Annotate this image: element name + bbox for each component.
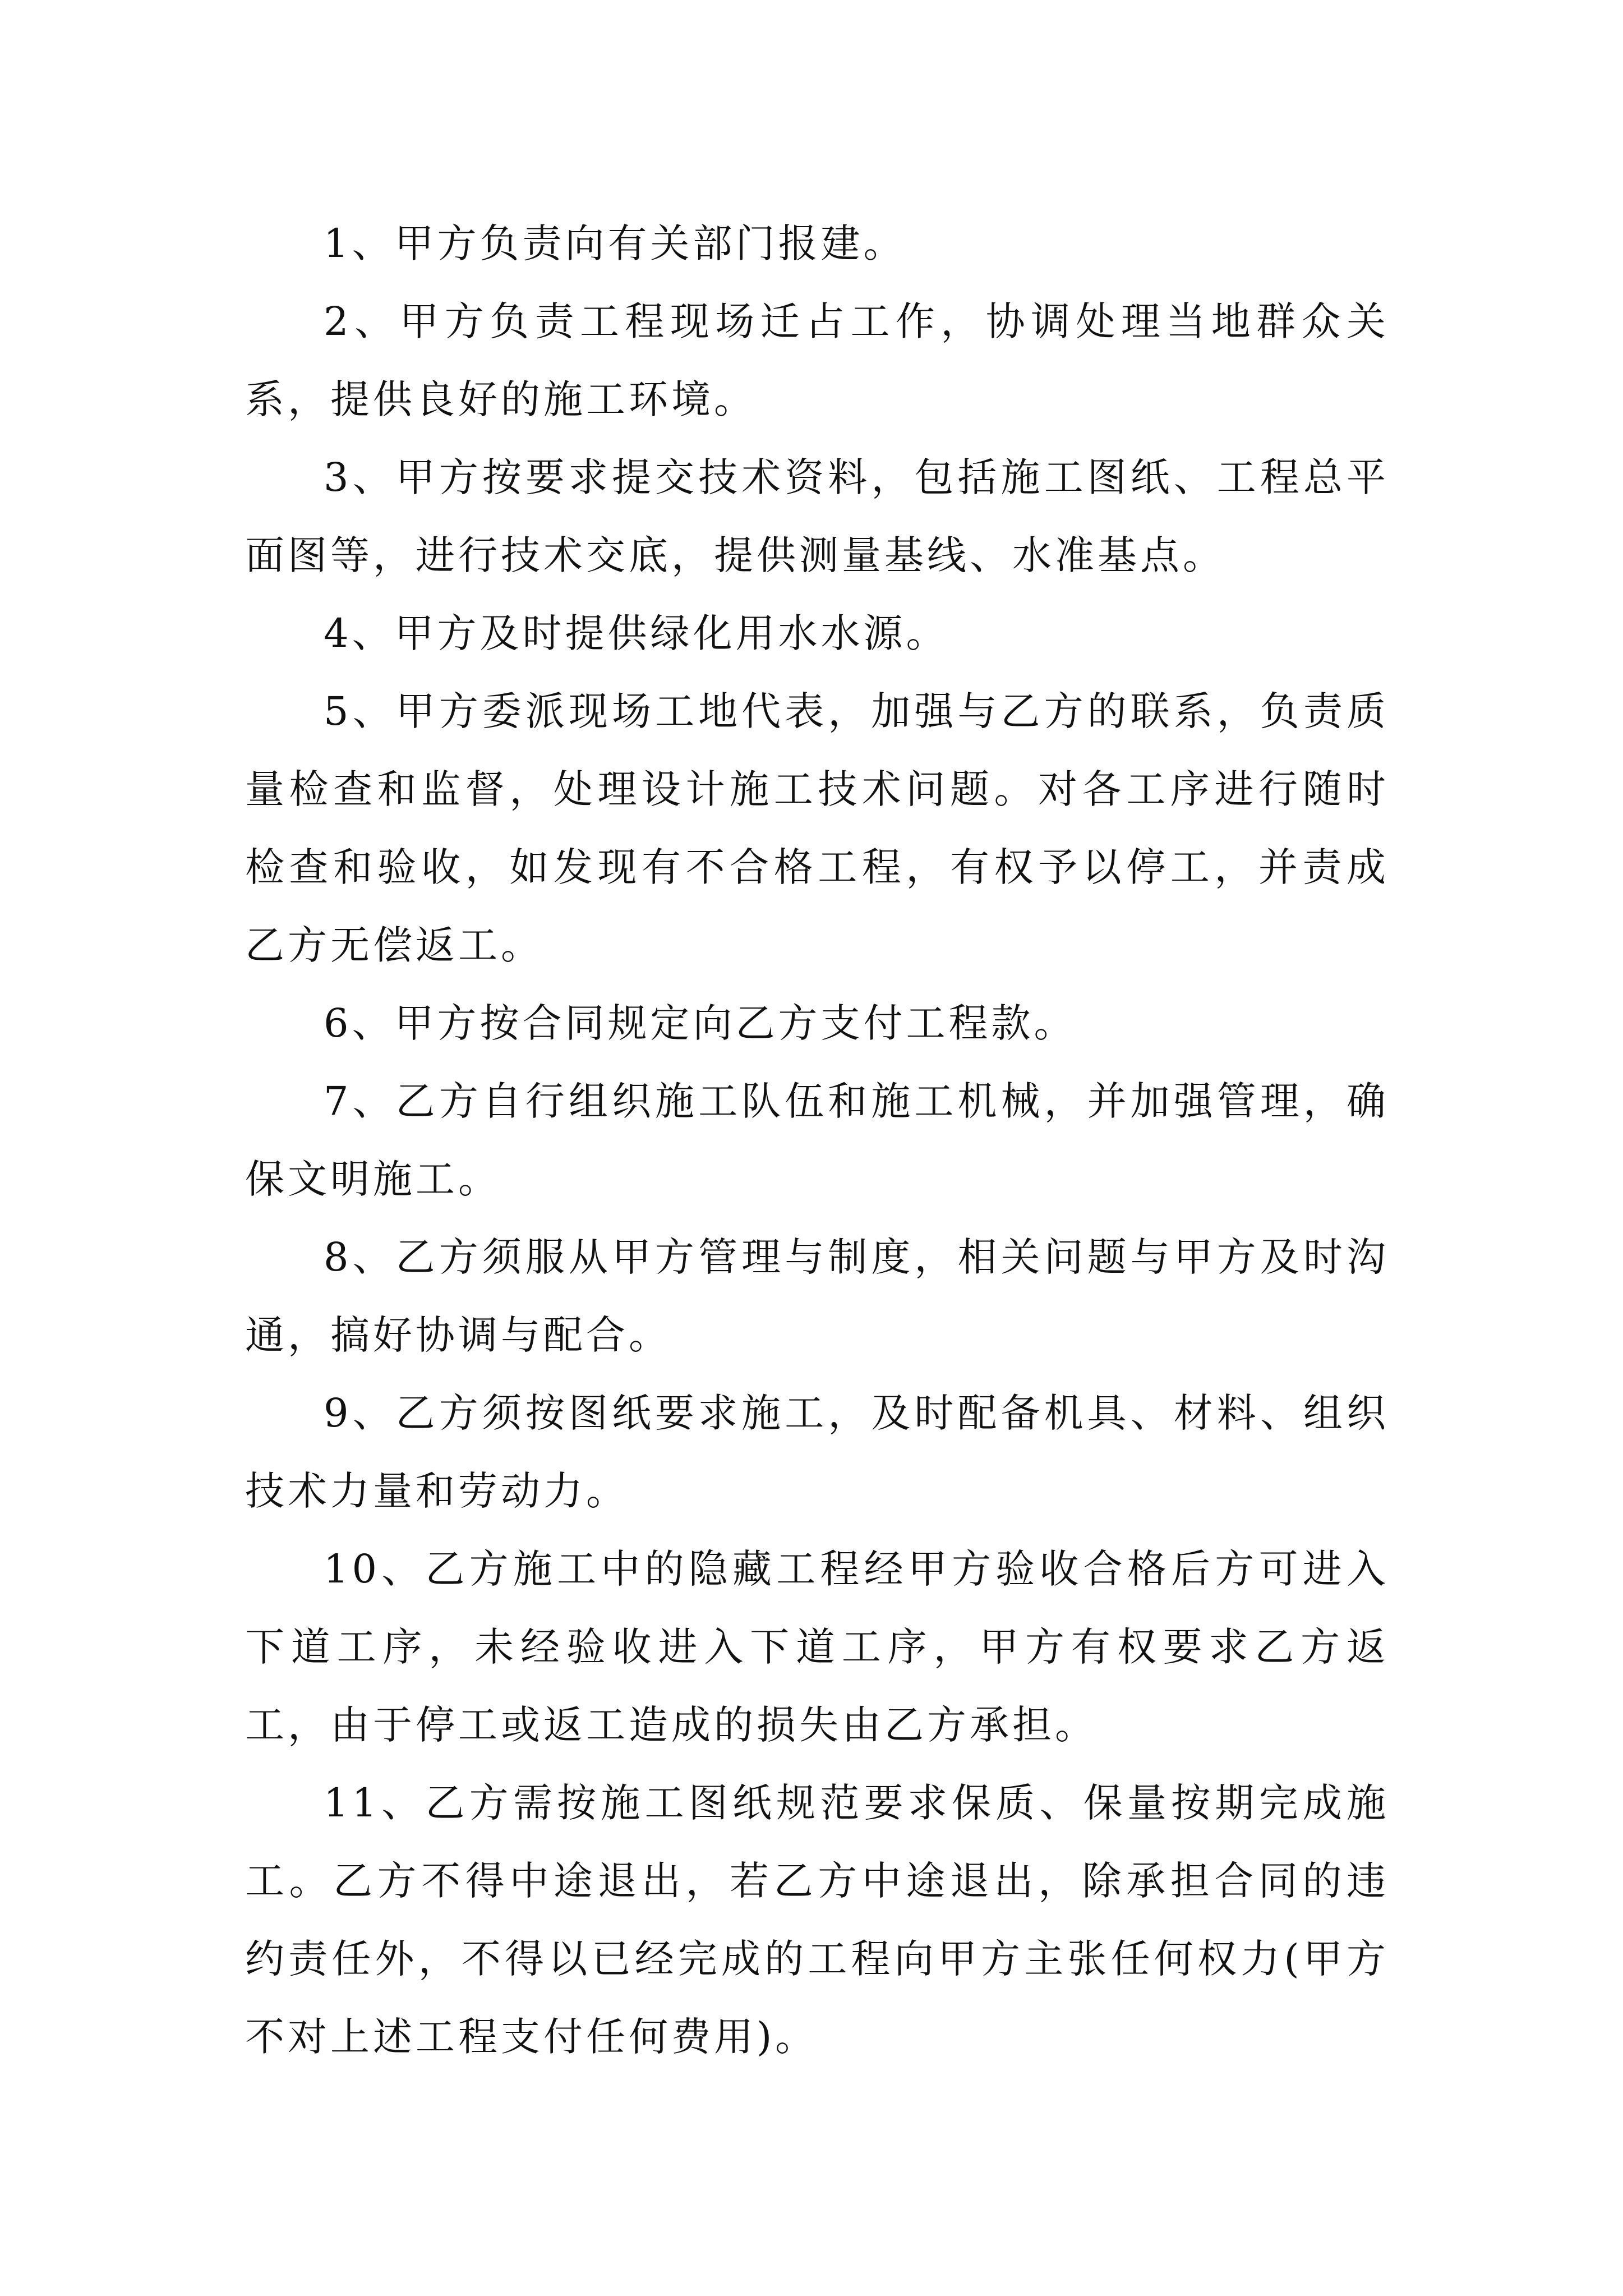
- clause-3: 3、甲方按要求提交技术资料，包括施工图纸、工程总平面图等，进行技术交底，提供测量基线、水准基点。: [245, 454, 1389, 578]
- clause-6: 6、甲方按合同规定向乙方支付工程款。: [324, 1000, 1077, 1046]
- clause-1: 1、甲方负责向有关部门报建。: [324, 220, 906, 266]
- clause-4: 4、甲方及时提供绿化用水水源。: [324, 610, 949, 656]
- clause-11: 11、乙方需按施工图纸规范要求保质、保量按期完成施工。乙方不得中途退出，若乙方中途退出，除承担合同的违约责任外，不得以已经完成的工程向甲方主张任何权力(甲方不对上述工程支付任何费用)。: [245, 1780, 1389, 2060]
- document-body: [245, 205, 1389, 2076]
- clause-5: 5、甲方委派现场工地代表，加强与乙方的联系，负责质量检查和监督，处理设计施工技术问题。对各工序进行随时检查和验收，如发现有不合格工程，有权予以停工，并责成乙方无偿返工。: [245, 688, 1389, 968]
- clause-10: 10、乙方施工中的隐藏工程经甲方验收合格后方可进入下道工序，未经验收进入下道工序，甲方有权要求乙方返工，由于停工或返工造成的损失由乙方承担。: [245, 1546, 1389, 1748]
- clause-9: 9、乙方须按图纸要求施工，及时配备机具、材料、组织技术力量和劳动力。: [245, 1390, 1389, 1514]
- clause-8: 8、乙方须服从甲方管理与制度，相关问题与甲方及时沟通，搞好协调与配合。: [245, 1234, 1389, 1358]
- clause-2: 2、甲方负责工程现场迁占工作，协调处理当地群众关系，提供良好的施工环境。: [245, 298, 1389, 422]
- clause-7: 7、乙方自行组织施工队伍和施工机械，并加强管理，确保文明施工。: [245, 1078, 1389, 1202]
